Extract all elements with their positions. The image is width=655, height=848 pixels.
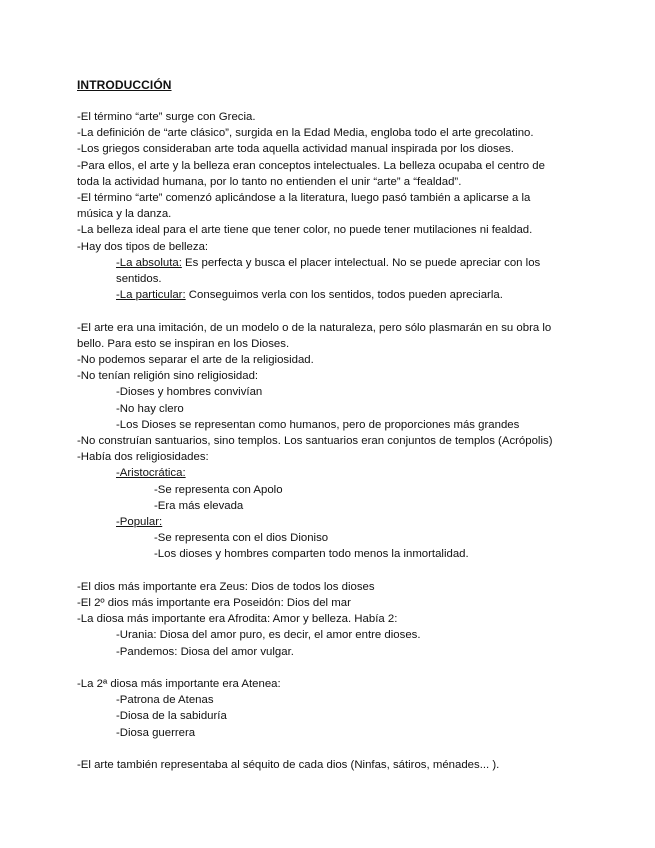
list-item: -Era más elevada — [154, 499, 244, 512]
popular-label-text: -Popular: — [116, 516, 163, 529]
text-line: -Los griegos consideraban arte toda aquella actividad manual inspirada por los dioses. — [77, 143, 514, 156]
list-item: -Los Dioses se representan como humanos, pero de proporciones más grandes — [116, 418, 520, 431]
section-religion — [77, 320, 577, 563]
paragraph-gap — [77, 741, 577, 757]
text-line: -Para ellos, el arte y la belleza eran conceptos intelectuales. La belleza ocupaba el centro de — [77, 159, 545, 172]
text-line: -La diosa más importante era Afrodita: Amor y belleza. Había 2: — [77, 613, 398, 626]
list-item: -Se representa con el dios Dioniso — [154, 532, 329, 545]
list-item: -Patrona de Atenas — [116, 694, 214, 707]
text-line: -No construían santuarios, sino templos. Los santuarios eran conjuntos de templos (Acrópolis) — [77, 435, 553, 448]
document-title: INTRODUCCIÓN — [77, 78, 172, 92]
list-item: -Dioses y hombres convivían — [116, 386, 263, 399]
text-line: -La definición de “arte clásico”, surgida en la Edad Media, engloba todo el arte grecolatino. — [77, 127, 534, 140]
paragraph-gap — [77, 660, 577, 676]
beauty-particular — [77, 287, 577, 303]
list-item: -Se representa con Apolo — [154, 483, 283, 496]
list-item: -No hay clero — [116, 402, 184, 415]
list-item: -Diosa de la sabiduría — [116, 710, 227, 723]
section-athena — [77, 676, 577, 741]
text-line: -El término “arte” comenzó aplicándose a la literatura, luego pasó también a aplicarse a la — [77, 192, 531, 205]
beauty-absolute-label: -La absoluta: — [116, 256, 182, 269]
paragraph-gap — [77, 563, 577, 579]
text-line: -No tenían religión sino religiosidad: — [77, 370, 259, 383]
text-line: -El 2º dios más importante era Poseidón: Dios del mar — [77, 597, 351, 610]
paragraph-gap — [77, 303, 577, 319]
text-line: -La belleza ideal para el arte tiene que tener color, no puede tener mutilaciones ni fealdad. — [77, 224, 533, 237]
list-item: -Los dioses y hombres comparten todo menos la inmortalidad. — [154, 548, 469, 561]
beauty-particular-text: Conseguimos verla con los sentidos, todos pueden apreciarla. — [185, 289, 503, 302]
text-line: música y la danza. — [77, 208, 172, 221]
section-intro — [77, 109, 577, 303]
beauty-absolute-text: Es perfecta y busca el placer intelectual. No se puede apreciar con los — [181, 256, 541, 269]
beauty-particular-label: -La particular: — [116, 289, 186, 302]
text-line: toda la actividad humana, por lo tanto no entienden el unir “arte” a “fealdad”. — [77, 175, 462, 188]
aristocratic-label-text: -Aristocrática: — [116, 467, 186, 480]
beauty-absolute — [77, 255, 577, 271]
text-line: -El arte también representaba al séquito de cada dios (Ninfas, sátiros, ménades... ). — [77, 759, 500, 772]
list-item: -Urania: Diosa del amor puro, es decir, el amor entre dioses. — [116, 629, 421, 642]
aristocratic-label — [77, 465, 577, 481]
section-gods — [77, 579, 577, 660]
text-line: -El dios más importante era Zeus: Dios de todos los dioses — [77, 580, 375, 593]
popular-label — [77, 514, 577, 530]
text-line: -Había dos religiosidades: — [77, 451, 209, 464]
document-page — [77, 77, 577, 773]
section-retinue — [77, 757, 577, 773]
text-line: sentidos. — [116, 273, 162, 286]
text-line: -La 2ª diosa más importante era Atenea: — [77, 678, 281, 691]
text-line: -El arte era una imitación, de un modelo o de la naturaleza, pero sólo plasmarán en su obra lo — [77, 321, 552, 334]
list-item: -Diosa guerrera — [116, 726, 196, 739]
list-item: -Pandemos: Diosa del amor vulgar. — [116, 645, 294, 658]
text-line: -No podemos separar el arte de la religiosidad. — [77, 354, 314, 367]
text-line: -Hay dos tipos de belleza: — [77, 240, 209, 253]
text-line: bello. Para esto se inspiran en los Dioses. — [77, 337, 290, 350]
text-line: -El término “arte” surge con Grecia. — [77, 111, 256, 123]
